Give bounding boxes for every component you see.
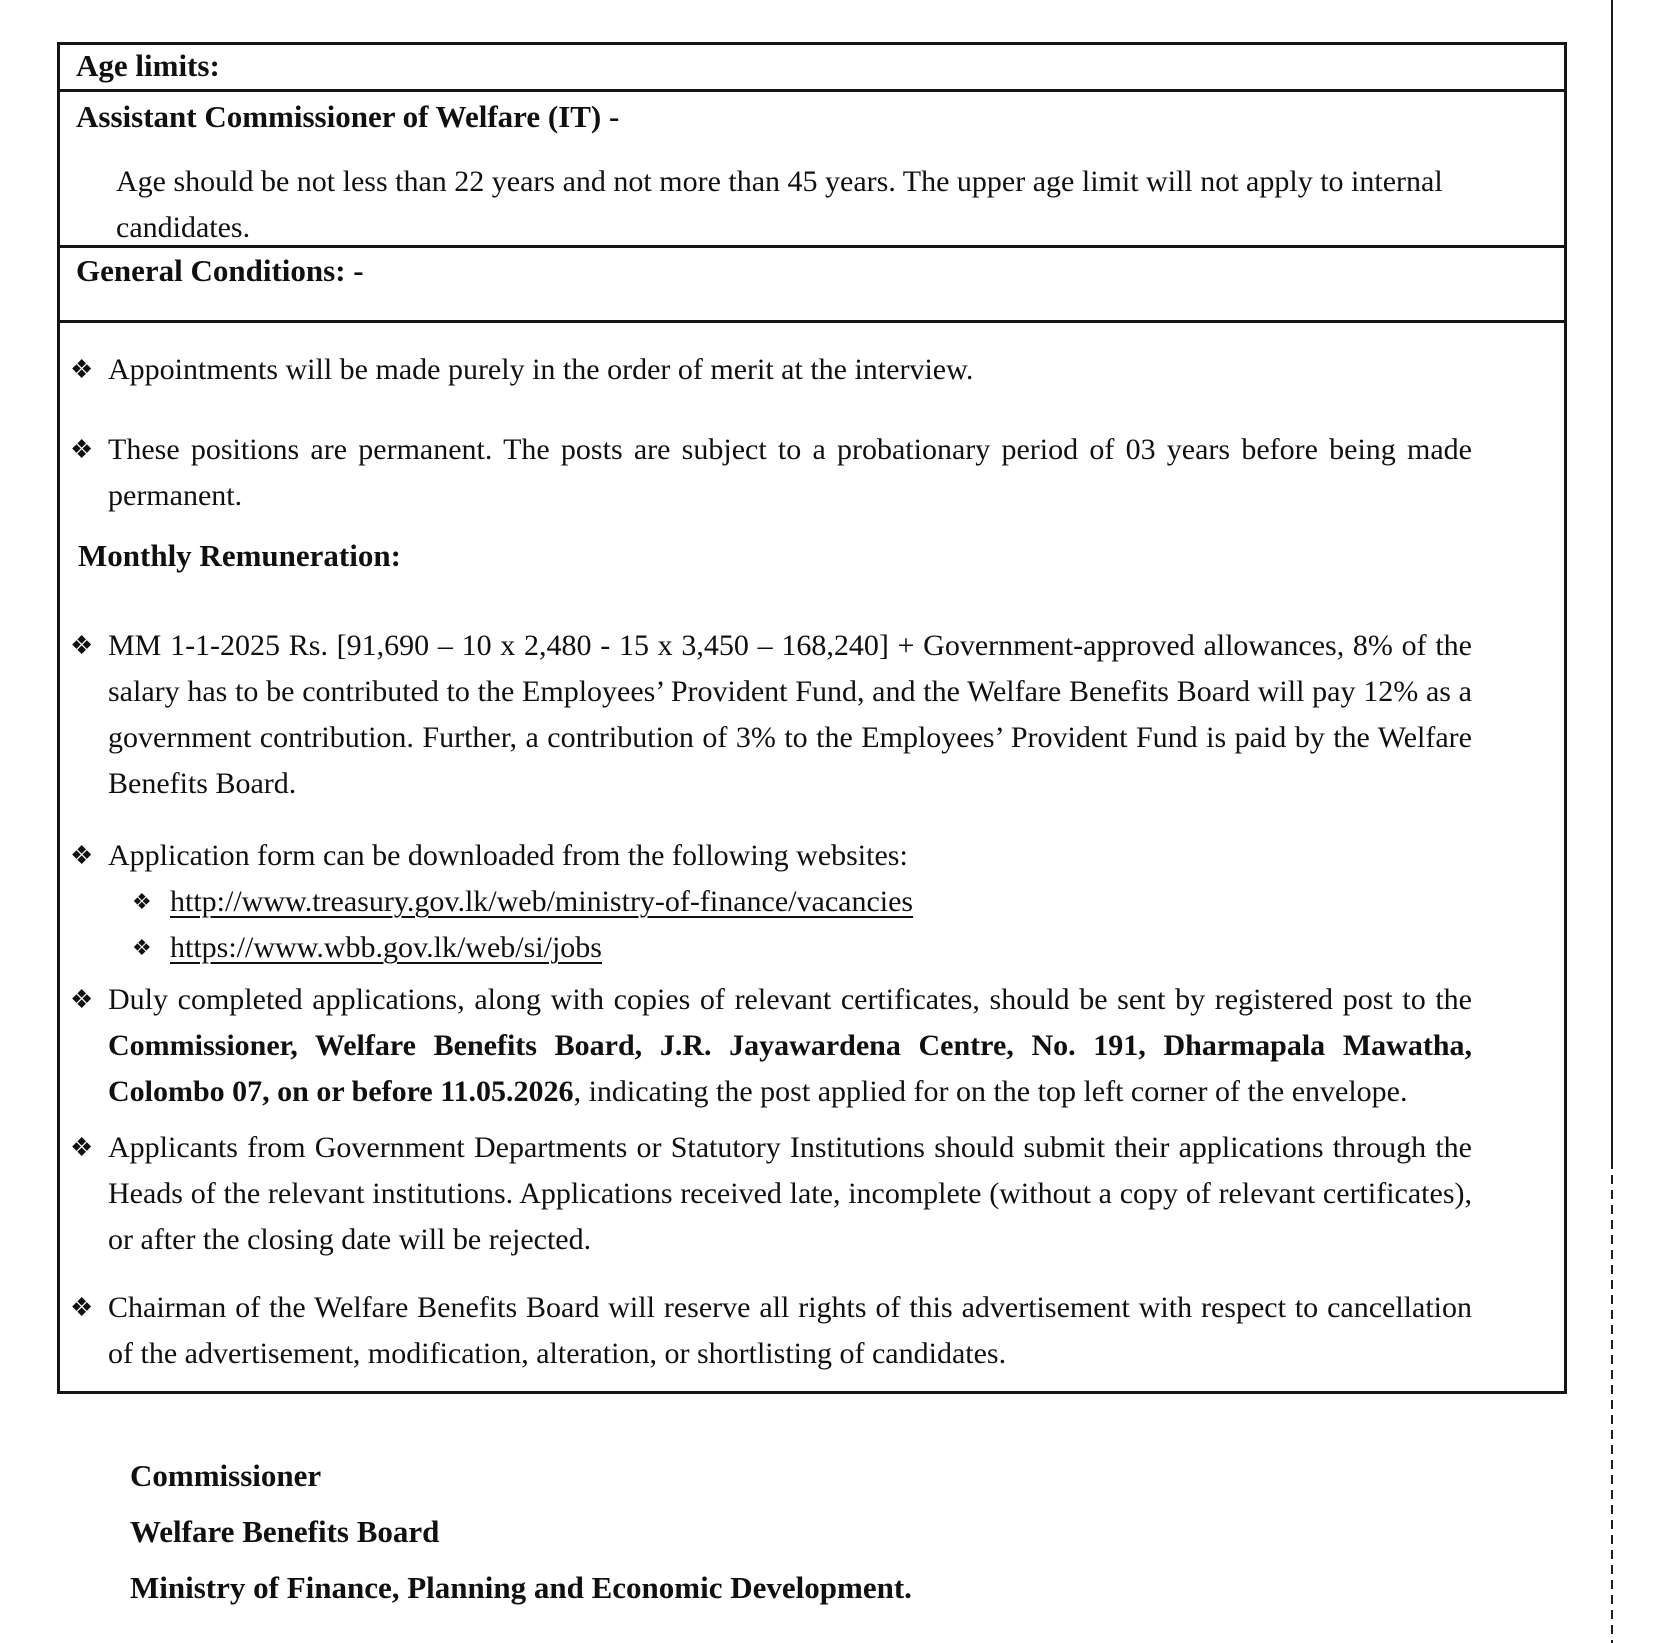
scan-artifact-line <box>1611 0 1613 1160</box>
age-limits-heading: Age limits: <box>76 48 220 83</box>
website-list-item <box>132 879 1472 925</box>
commissioner-title: Commissioner <box>130 1458 322 1493</box>
condition-item-websites <box>70 833 1472 879</box>
general-conditions-heading: General Conditions: - <box>76 253 364 288</box>
diamond-bullet-icon: ❖ <box>70 1133 94 1162</box>
diamond-bullet-icon: ❖ <box>132 889 152 914</box>
condition-text: Application form can be downloaded from the following websites: <box>108 839 908 872</box>
diamond-bullet-icon: ❖ <box>70 435 94 464</box>
monthly-remuneration-heading: Monthly Remuneration: <box>78 538 401 573</box>
ministry-name: Ministry of Finance, Planning and Economic Development. <box>130 1570 912 1605</box>
wbb-jobs-link[interactable]: https://www.wbb.gov.lk/web/si/jobs <box>170 931 602 964</box>
organization-name: Welfare Benefits Board <box>130 1514 440 1549</box>
age-requirement-text: Age should be not less than 22 years and not more than 45 years. The upper age limit will not apply to internal candidates. <box>116 165 1443 244</box>
postal-address-bold: Commissioner, Welfare Benefits Board, J.R. Jayawardena Centre, No. 191, Dharmapala Mawatha, Colombo 07, on or before 11.05.2026 <box>108 1029 1472 1108</box>
general-conditions-row <box>60 245 1564 320</box>
condition-text: Appointments will be made purely in the order of merit at the interview. <box>108 353 974 386</box>
condition-item-salary <box>70 623 1472 807</box>
postal-text-post: , indicating the post applied for on the top left corner of the envelope. <box>573 1075 1408 1108</box>
condition-item-postal <box>70 977 1472 1115</box>
condition-text: Applicants from Government Departments or Statutory Institutions should submit their applications through the Heads of the relevant institutions. Applications received late, incomplete (without a copy of relevant certificates), or after the closing date will be rejected. <box>108 1131 1472 1256</box>
postal-text-pre: Duly completed applications, along with copies of relevant certificates, should be sent by registered post to the <box>108 983 1472 1016</box>
diamond-bullet-icon: ❖ <box>70 841 94 870</box>
condition-text: MM 1-1-2025 Rs. [91,690 – 10 x 2,480 - 15 x 3,450 – 168,240] + Government-approved allowances, 8% of the salary has to be contributed to the Employees’ Provident Fund, and the Welfare Benefits Board will pay 12% as a government contribution. Further, a contribution of 3% to the Employees’ Provident Fund is paid by the Welfare Benefits Board. <box>108 629 1472 800</box>
condition-item-permanent <box>70 427 1472 519</box>
treasury-vacancies-link[interactable]: http://www.treasury.gov.lk/web/ministry-of-finance/vacancies <box>170 885 914 918</box>
condition-item-merit <box>70 347 1472 393</box>
condition-item-rights <box>70 1285 1472 1377</box>
diamond-bullet-icon: ❖ <box>70 631 94 660</box>
signature-block <box>130 1448 912 1616</box>
condition-text: These positions are permanent. The posts are subject to a probationary period of 03 years before being made permanent. <box>108 433 1472 512</box>
diamond-bullet-icon: ❖ <box>70 985 94 1014</box>
diamond-bullet-icon: ❖ <box>132 935 152 960</box>
post-title-heading: Assistant Commissioner of Welfare (IT) - <box>76 99 620 134</box>
website-list-item <box>132 925 1472 971</box>
conditions-list <box>60 320 1564 1391</box>
condition-text: Chairman of the Welfare Benefits Board will reserve all rights of this advertisement with respect to cancellation of the advertisement, modification, alteration, or shortlisting of candidates. <box>108 1291 1472 1370</box>
notice-table <box>57 42 1567 1394</box>
post-section-row <box>60 89 1564 245</box>
scan-artifact-line <box>1611 1160 1613 1643</box>
diamond-bullet-icon: ❖ <box>70 355 94 384</box>
condition-item-institutions <box>70 1125 1472 1263</box>
condition-text <box>108 977 1472 1115</box>
age-limits-header-row <box>60 45 1564 89</box>
diamond-bullet-icon: ❖ <box>70 1293 94 1322</box>
